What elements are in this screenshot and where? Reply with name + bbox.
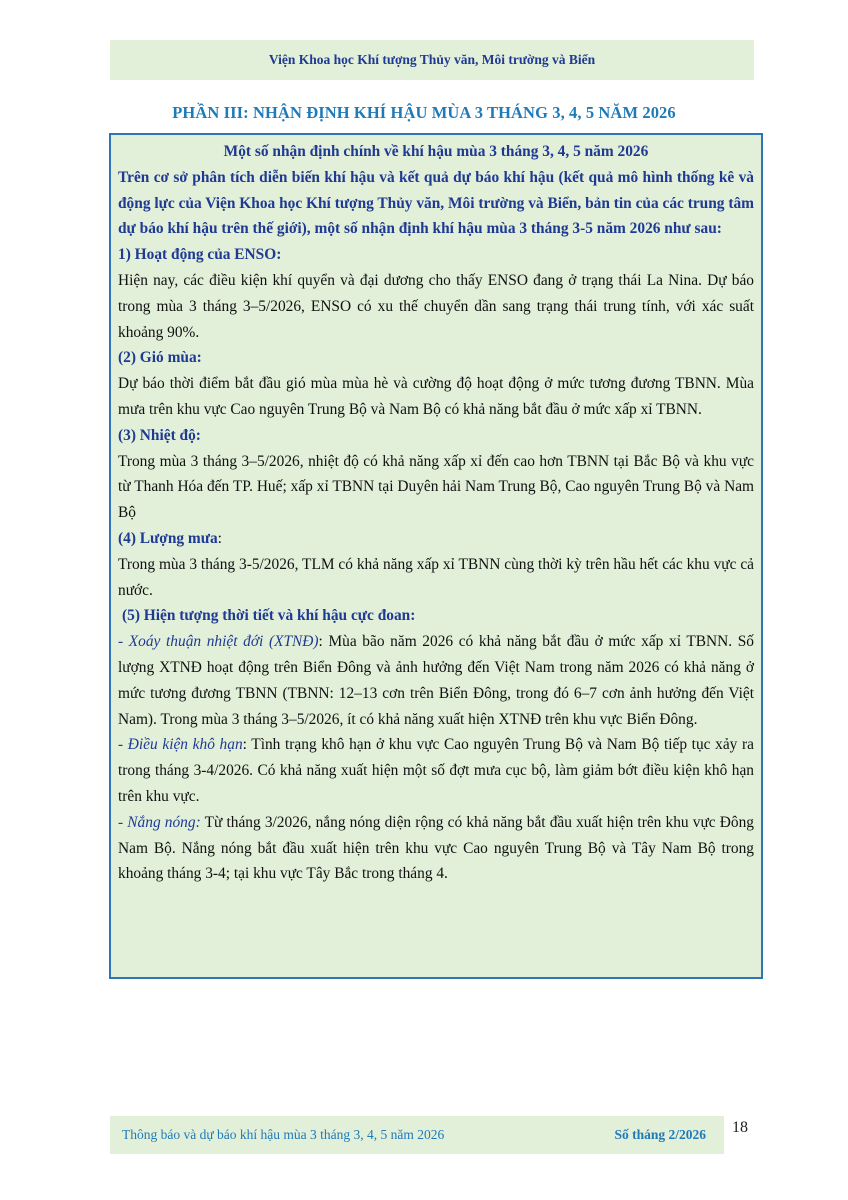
text-monsoon: Dự báo thời điểm bắt đầu gió mùa mùa hè và cường độ hoạt động ở mức tương đương TBNN. Mùa mưa trên khu vực Cao nguyên Trung Bộ và Nam Bộ có khả năng bắt đầu ở mức xấp xỉ TBNN. [118, 375, 754, 418]
heading-rainfall-label: (4) Lượng mưa [118, 529, 218, 547]
extreme-item-text: : Mùa bão năm 2026 có khả năng bắt đầu ở mức xấp xỉ TBNN. Số lượng XTNĐ hoạt động trên Biển Đông và ảnh hưởng đến Việt Nam trong năm 2026 có khả năng ở mức tương đương TBNN (TBNN: 12–13 cơn trên Biển Đông, trong đó 6–7 cơn ảnh hưởng đến Việt Nam). Trong mùa 3 tháng 3–5/2026, ít có khả năng xuất hiện XTNĐ trên khu vực Biển Đông. [118, 633, 754, 728]
heading-temperature: (3) Nhiệt độ: [118, 426, 201, 444]
extreme-item-label: - Xoáy thuận nhiệt đới (XTNĐ) [118, 633, 319, 651]
heading-monsoon: (2) Gió mùa: [118, 349, 202, 367]
extreme-item-text: : Tình trạng khô hạn ở khu vực Cao nguyên Trung Bộ và Nam Bộ tiếp tục xảy ra trong tháng 3-4/2026. Có khả năng xuất hiện một số đợt mưa cục bộ, làm giảm bớt điều kiện khô hạn trên khu vực. [118, 736, 754, 805]
text-rainfall: Trong mùa 3 tháng 3-5/2026, TLM có khả năng xấp xỉ TBNN cùng thời kỳ trên hầu hết các khu vực cả nước. [118, 555, 754, 599]
footer-issue: Số tháng 2/2026 [614, 1127, 706, 1142]
header-institute: Viện Khoa học Khí tượng Thủy văn, Môi trường và Biển [268, 52, 596, 67]
page-footer [110, 1116, 724, 1154]
box-title: Một số nhận định chính về khí hậu mùa 3 tháng 3, 4, 5 năm 2026 [223, 143, 649, 160]
footer-bulletin-title: Thông báo và dự báo khí hậu mùa 3 tháng 3, 4, 5 năm 2026 [122, 1127, 445, 1142]
extreme-item-label: - Điều kiện khô hạn [118, 736, 243, 754]
heading-extreme: (5) Hiện tượng thời tiết và khí hậu cực đoan: [122, 607, 416, 625]
extreme-item-text: Từ tháng 3/2026, nắng nóng diện rộng có khả năng bắt đầu xuất hiện trên khu vực Đông Nam Bộ. Nắng nóng bắt đầu xuất hiện trên khu vực Cao nguyên Trung Bộ và Tây Nam Bộ trong khoảng tháng 3-4; tại khu vực Tây Bắc trong tháng 4. [118, 813, 754, 883]
extreme-item-cyclone [118, 629, 754, 732]
heading-rainfall-colon: : [217, 529, 222, 547]
page-number: 18 [732, 1119, 748, 1136]
extreme-item-drought [118, 732, 754, 809]
section-title: PHẦN III: NHẬN ĐỊNH KHÍ HẬU MÙA 3 THÁNG 3, 4, 5 NĂM 2026 [172, 103, 676, 122]
box-intro: Trên cơ sở phân tích diễn biến khí hậu và kết quả dự báo khí hậu (kết quả mô hình thống kê và động lực của Viện Khoa học Khí tượng Thủy văn, Môi trường và Biển, bản tin của các trung tâm dự báo khí hậu trên thế giới), một số nhận định khí hậu mùa 3 tháng 3-5 năm 2026 như sau: [118, 168, 754, 238]
page-header [110, 40, 754, 80]
summary-box [109, 133, 763, 979]
heading-rainfall [118, 526, 754, 552]
text-temperature: Trong mùa 3 tháng 3–5/2026, nhiệt độ có khả năng xấp xỉ đến cao hơn TBNN tại Bắc Bộ và khu vực từ Thanh Hóa đến TP. Huế; xấp xỉ TBNN tại Duyên hải Nam Trung Bộ, Cao nguyên Trung Bộ và Nam Bộ [118, 452, 754, 522]
text-enso: Hiện nay, các điều kiện khí quyển và đại dương cho thấy ENSO đang ở trạng thái La Nina. Dự báo trong mùa 3 tháng 3–5/2026, ENSO có xu thế chuyển dần sang trạng thái trung tính, với xác suất khoảng 90%. [118, 271, 754, 341]
extreme-item-heatwave [118, 810, 754, 887]
heading-enso: 1) Hoạt động của ENSO: [118, 246, 282, 264]
extreme-item-label: - Nắng nóng: [118, 813, 201, 831]
